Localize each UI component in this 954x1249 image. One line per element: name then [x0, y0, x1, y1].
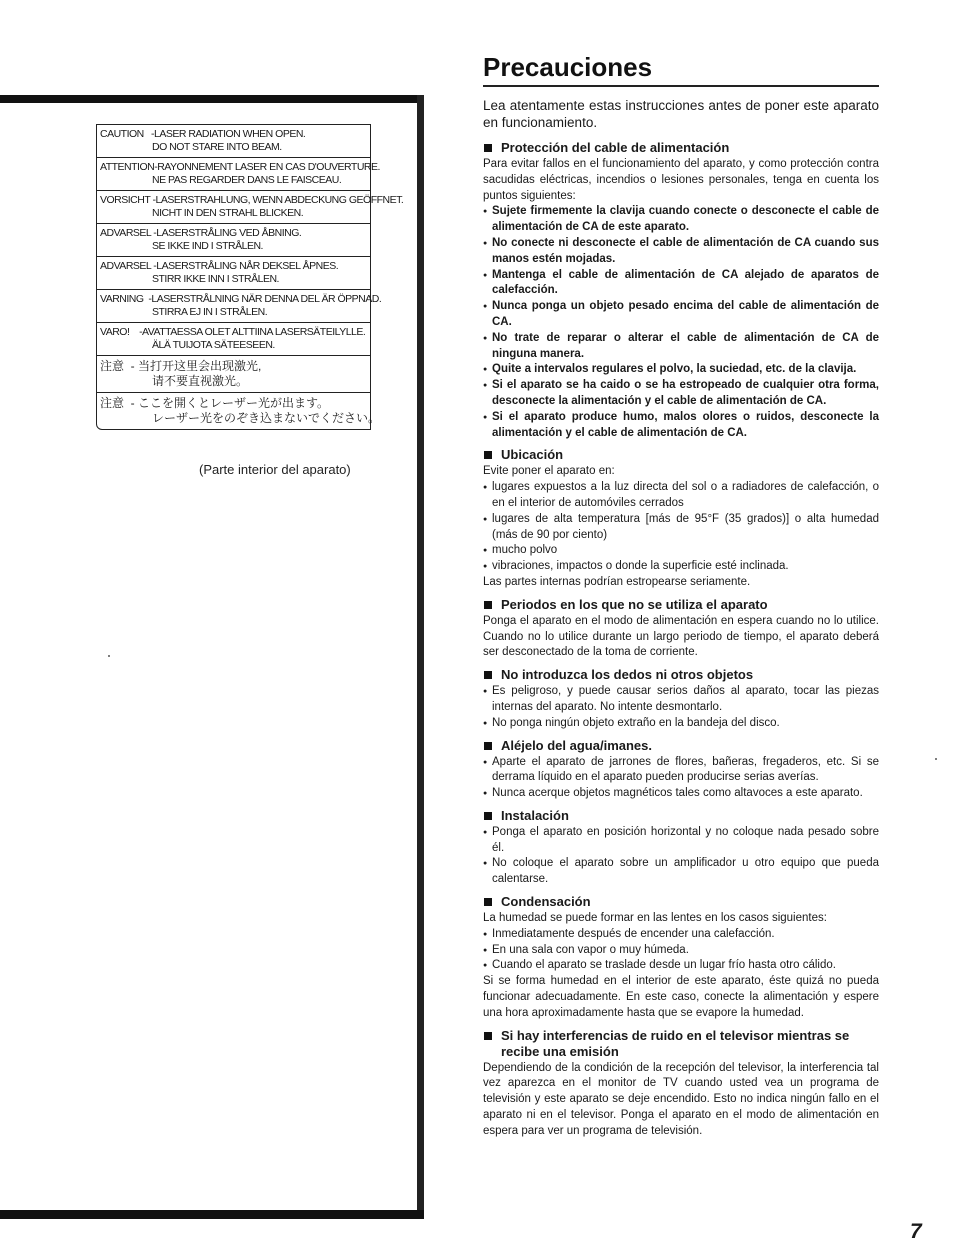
list-item: ● lugares expuestos a la luz directa del sol o a radiadores de calefacción, o en el interior de automóviles cerrados	[483, 480, 879, 512]
list-item: ● Si el aparato produce humo, malos olores o ruidos, desconecte la alimentación y el cable de alimentación de CA.	[483, 410, 879, 442]
precaution-section	[483, 894, 879, 1022]
section-paragraph: Evite poner el aparato en:	[483, 465, 615, 478]
precaution-section	[483, 597, 879, 661]
panel-top-border	[0, 95, 424, 103]
warning-line: CAUTION -LASER RADIATION WHEN OPEN.	[100, 128, 306, 140]
list-item: ● Cuando el aparato se traslade desde un lugar frío hasta otro cálido.	[483, 958, 879, 974]
section-heading: No introduzca los dedos ni otros objetos	[483, 667, 879, 683]
panel-bottom-border	[0, 1210, 424, 1219]
warning-row	[97, 158, 380, 191]
list-item: ● Es peligroso, y puede causar serios daños al aparato, tocar las piezas internas del aparato. No intente desmontarlo.	[483, 684, 879, 716]
intro-paragraph: Lea atentamente estas instrucciones antes de poner este aparato en funcionamiento.	[483, 98, 879, 130]
list-item: ● Mantenga el cable de alimentación de CA alejado de aparatos de calefacción.	[483, 268, 879, 300]
laser-warning-panel	[0, 95, 424, 1219]
section-heading: Instalación	[483, 808, 879, 824]
warning-line: SE IKKE IND I STRÅLEN.	[152, 240, 263, 252]
warning-line: VORSICHT -LASERSTRAHLUNG, WENN ABDECKUNG GEÖFFNET.	[100, 194, 404, 206]
laser-warning-label	[96, 124, 404, 430]
section-heading: Aléjelo del agua/imanes.	[483, 738, 879, 754]
list-item: ● No conecte ni desconecte el cable de alimentación de CA cuando sus manos estén mojadas.	[483, 236, 879, 268]
section-paragraph: La humedad se puede formar en las lentes en los casos siguientes:	[483, 912, 827, 925]
list-item: ● Ponga el aparato en posición horizontal y no coloque nada pesado sobre él.	[483, 825, 879, 857]
bullet-list	[483, 684, 879, 731]
list-item: ● Quite a intervalos regulares el polvo, la suciedad, etc. de la clavija.	[483, 362, 879, 378]
warning-row	[97, 257, 370, 290]
list-item: ● Nunca acerque objetos magnéticos tales como altavoces a este aparato.	[483, 786, 879, 802]
list-item: ● lugares de alta temperatura [más de 95°F (35 grados)] o alta humedad (más de 90 por ciento)	[483, 512, 879, 544]
section-heading: Protección del cable de alimentación	[483, 140, 879, 156]
list-item: ● Sujete firmemente la clavija cuando conecte o desconecte el cable de alimentación de CA de este aparato.	[483, 204, 879, 236]
list-item: ● Aparte el aparato de jarrones de flores, bañeras, fregaderos, etc. Si se derrama líquido en el aparato pueden producirse serias averías.	[483, 755, 879, 787]
warning-line: VARO! -AVATTAESSA OLET ALTTIINA LASERSÄTEILYLLE.	[100, 326, 366, 338]
panel-right-border	[417, 95, 424, 1219]
bullet-list	[483, 480, 879, 575]
list-item: ● Inmediatamente después de encender una calefacción.	[483, 927, 879, 943]
section-heading: Ubicación	[483, 447, 879, 463]
warning-row	[97, 356, 370, 393]
title-underline	[483, 85, 879, 87]
list-item: ● No ponga ningún objeto extraño en la bandeja del disco.	[483, 716, 879, 732]
bullet-list	[483, 204, 879, 441]
warning-line: レーザー光をのぞき込まないでください。	[152, 411, 381, 425]
warning-row	[97, 191, 404, 224]
warning-line: NE PAS REGARDER DANS LE FAISCEAU.	[152, 174, 342, 186]
warning-row	[97, 393, 381, 429]
section-paragraph: Dependiendo de la condición de la recepción del televisor, la interferencia tal vez aparezca en el monitor de TV cuando usted vea un programa de televisión y este aparato se deje encendido. Esto no indica ningún fallo en el aparato ni en el televisor. Ponga el aparato en el modo de alimentación en espera para ver un programa de televisión.	[483, 1061, 879, 1137]
bullet-list	[483, 755, 879, 802]
section-heading: Periodos en los que no se utiliza el aparato	[483, 597, 879, 613]
warning-line: NICHT IN DEN STRAHL BLICKEN.	[152, 207, 304, 219]
warning-line: STIRR IKKE INN I STRÅLEN.	[152, 273, 279, 285]
warning-line: 注意 - 当打开这里会出现激光,	[100, 359, 262, 373]
scan-speck	[108, 655, 110, 657]
warning-line: VARNING -LASERSTRÅLNING NÄR DENNA DEL ÄR ÖPPNAD.	[100, 293, 382, 305]
warning-line: 注意 - ここを開くとレーザー光が出ます。	[100, 396, 330, 410]
section-paragraph: Para evitar fallos en el funcionamiento del aparato, y como protección contra sacudidas eléctricas, incendios o lesiones personales, tenga en cuenta los puntos siguientes:	[483, 158, 879, 202]
precaution-section	[483, 808, 879, 888]
precaution-section	[483, 667, 879, 731]
warning-line: ADVARSEL -LASERSTRÅLING NÅR DEKSEL ÅPNES.	[100, 260, 339, 272]
bullet-list	[483, 825, 879, 888]
precaution-section	[483, 447, 879, 590]
section-heading: Si hay interferencias de ruido en el televisor mientras se recibe una emisión	[483, 1028, 879, 1060]
section-note: Si se forma humedad en el interior de este aparato, éste quizá no pueda funcionar adecuadamente. En este caso, conecte la alimentación y espere una hora aproximadamente hasta que se evapore la humedad.	[483, 975, 879, 1019]
list-item: ● No trate de reparar o alterar el cable de alimentación de CA de ninguna manera.	[483, 331, 879, 363]
list-item: ● mucho polvo	[483, 543, 879, 559]
warning-row	[97, 224, 370, 257]
precaution-section	[483, 1028, 879, 1140]
warning-line: STIRRA EJ IN I STRÅLEN.	[152, 306, 268, 318]
page-number: 7	[910, 1220, 922, 1243]
section-heading: Condensación	[483, 894, 879, 910]
warning-label-caption: (Parte interior del aparato)	[199, 462, 351, 477]
warning-row	[97, 125, 370, 158]
warning-line: ÄLÄ TUIJOTA SÄTEESEEN.	[152, 339, 275, 351]
list-item: ● En una sala con vapor o muy húmeda.	[483, 943, 879, 959]
warning-row	[97, 323, 370, 356]
precautions-content	[483, 140, 879, 1146]
page-title: Precauciones	[483, 52, 653, 82]
list-item: ● vibraciones, impactos o donde la superficie esté inclinada.	[483, 559, 879, 575]
warning-line: 请不要直视激光。	[152, 374, 249, 388]
warning-row	[97, 290, 382, 323]
section-note: Las partes internas podrían estropearse seriamente.	[483, 575, 751, 588]
list-item: ● No coloque el aparato sobre un amplificador u otro equipo que pueda calentarse.	[483, 856, 879, 888]
list-item: ● Nunca ponga un objeto pesado encima del cable de alimentación de CA.	[483, 299, 879, 331]
precaution-section	[483, 140, 879, 441]
warning-line: ATTENTION-RAYONNEMENT LASER EN CAS D'OUVERTURE.	[100, 161, 380, 173]
section-paragraph: Ponga el aparato en el modo de alimentación en espera cuando no lo utilice. Cuando no lo utilice durante un largo periodo de tiempo, el aparato deberá ser desconectado de la toma de corriente.	[483, 614, 879, 659]
warning-line: DO NOT STARE INTO BEAM.	[152, 141, 282, 153]
warning-line: ADVARSEL -LASERSTRÅLING VED ÅBNING.	[100, 227, 302, 239]
bullet-list	[483, 927, 879, 974]
scan-speck	[935, 758, 937, 760]
list-item: ● Si el aparato se ha caido o se ha estropeado de cualquier otra forma, desconecte la alimentación y el cable de alimentación de CA.	[483, 378, 879, 410]
precaution-section	[483, 738, 879, 802]
